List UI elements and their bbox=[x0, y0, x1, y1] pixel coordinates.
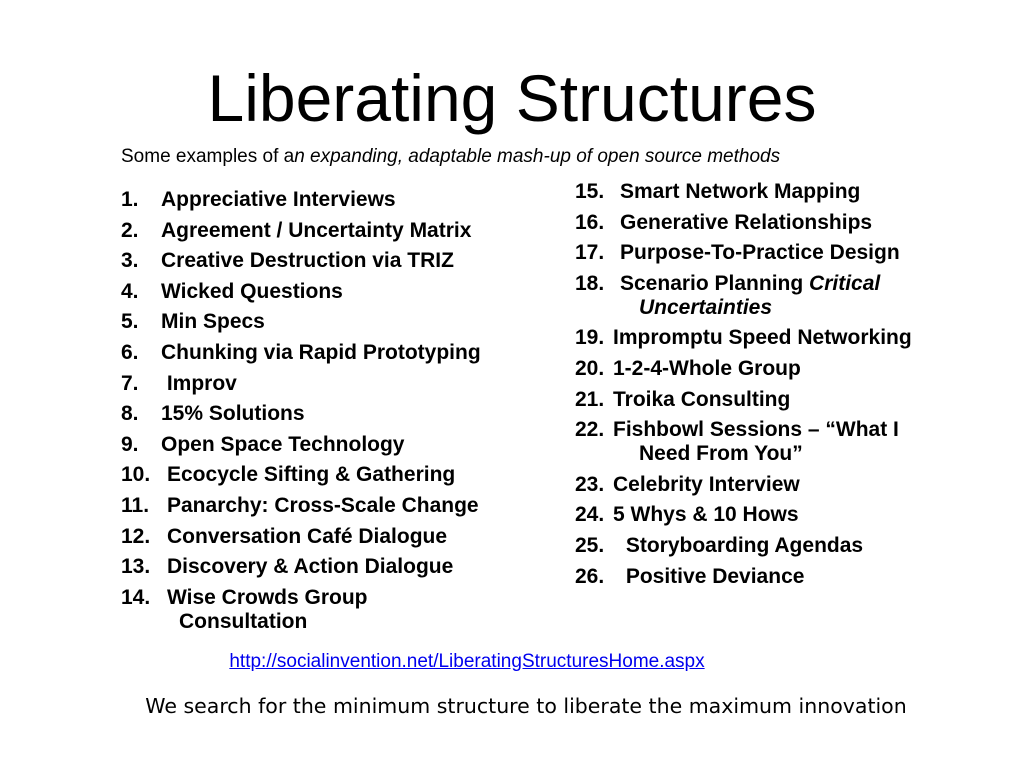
list-item-text bbox=[161, 280, 343, 304]
subtitle-italic-text: n expanding, adaptable mash-up of open source methods bbox=[294, 146, 781, 167]
list-item-label: Panarchy: Cross-Scale Change bbox=[167, 493, 479, 517]
list-item-label: 1-2-4-Whole Group bbox=[613, 356, 801, 380]
list-item-text bbox=[620, 211, 872, 235]
liberating-structures-link[interactable]: http://socialinvention.net/LiberatingStructuresHome.aspx bbox=[229, 651, 705, 672]
list-item-number: 15. bbox=[575, 180, 605, 203]
list-item-text bbox=[161, 402, 305, 426]
list-item-label: Min Specs bbox=[161, 310, 265, 334]
list-item-text bbox=[613, 326, 912, 350]
list-item-text bbox=[167, 525, 447, 549]
list-item-label: Troika Consulting bbox=[613, 387, 791, 411]
list-item-label: Impromptu Speed Networking bbox=[613, 326, 912, 350]
method-list-item bbox=[121, 463, 561, 487]
list-item-label: Celebrity Interview bbox=[613, 472, 800, 496]
list-item-number: 14. bbox=[121, 585, 151, 609]
subtitle-plain-text: Some examples of a bbox=[121, 146, 295, 167]
method-list-item bbox=[575, 272, 995, 320]
method-list-item bbox=[121, 310, 561, 334]
method-list-item bbox=[121, 280, 561, 304]
list-item-label: Wise Crowds Group bbox=[167, 585, 368, 609]
list-item-number: 8. bbox=[121, 402, 139, 426]
method-list-item bbox=[575, 211, 995, 235]
list-item-number: 7. bbox=[121, 371, 139, 395]
list-item-text bbox=[161, 188, 396, 212]
method-list-item bbox=[121, 249, 561, 273]
list-item-label: Generative Relationships bbox=[620, 210, 873, 234]
method-list-item bbox=[121, 372, 561, 396]
list-item-text bbox=[613, 418, 899, 442]
list-item-label: Ecocycle Sifting & Gathering bbox=[167, 463, 456, 487]
method-list-item bbox=[575, 503, 995, 527]
list-item-number: 6. bbox=[121, 340, 139, 364]
list-item-label: Agreement / Uncertainty Matrix bbox=[161, 218, 472, 242]
list-item-label: Creative Destruction via TRIZ bbox=[161, 249, 454, 273]
method-list-item bbox=[575, 473, 995, 497]
list-item-number: 10. bbox=[121, 463, 151, 487]
list-item-label: Open Space Technology bbox=[161, 432, 405, 456]
list-item-label: 15% Solutions bbox=[161, 402, 305, 426]
list-item-text bbox=[613, 388, 790, 412]
method-list-item bbox=[575, 180, 995, 204]
list-item-text bbox=[161, 310, 265, 334]
list-item-number: 25. bbox=[575, 533, 605, 557]
list-item-text bbox=[620, 272, 880, 296]
list-item-text bbox=[613, 503, 799, 527]
list-item-number: 21. bbox=[575, 387, 605, 411]
list-item-text bbox=[161, 219, 471, 243]
list-item-text bbox=[161, 433, 405, 457]
list-item-text bbox=[167, 494, 479, 518]
method-list-item bbox=[575, 357, 995, 381]
list-item-number: 20. bbox=[575, 356, 605, 380]
method-list-item bbox=[575, 241, 995, 265]
method-list-item bbox=[121, 586, 561, 634]
method-list-item bbox=[121, 433, 561, 457]
list-item-label: Fishbowl Sessions – “What I bbox=[613, 418, 899, 442]
list-item-text bbox=[167, 586, 368, 610]
list-item-label: Discovery & Action Dialogue bbox=[167, 555, 454, 579]
methods-list-right bbox=[575, 180, 995, 595]
method-list-item bbox=[121, 555, 561, 579]
list-item-text bbox=[620, 534, 863, 558]
list-item-number: 19. bbox=[575, 326, 605, 350]
list-item-label: Scenario Planning bbox=[620, 271, 810, 295]
method-list-item bbox=[575, 565, 995, 589]
list-item-italic-label: Critical bbox=[809, 271, 881, 295]
list-item-continuation: Consultation bbox=[179, 609, 308, 633]
list-item-text bbox=[161, 372, 237, 396]
list-item-number: 3. bbox=[121, 249, 139, 273]
list-item-number: 9. bbox=[121, 432, 139, 456]
list-item-label: Positive Deviance bbox=[620, 564, 805, 588]
list-item-label: Improv bbox=[161, 371, 237, 395]
list-item-number: 17. bbox=[575, 241, 605, 265]
list-item-label: Storyboarding Agendas bbox=[620, 533, 864, 557]
list-item-number: 22. bbox=[575, 418, 605, 442]
list-item-number: 1. bbox=[121, 188, 139, 211]
list-item-number: 11. bbox=[121, 493, 150, 517]
list-item-text bbox=[167, 463, 455, 487]
method-list-item bbox=[575, 326, 995, 350]
list-item-number: 2. bbox=[121, 218, 139, 242]
list-item-label: Wicked Questions bbox=[161, 279, 343, 303]
method-list-item bbox=[575, 534, 995, 558]
methods-list-left bbox=[121, 188, 561, 640]
list-item-text bbox=[613, 473, 800, 497]
list-item-number: 16. bbox=[575, 210, 605, 234]
list-item-text bbox=[167, 555, 453, 579]
list-item-number: 4. bbox=[121, 279, 139, 303]
list-item-text bbox=[620, 180, 860, 204]
list-item-number: 18. bbox=[575, 271, 605, 295]
list-item-number: 12. bbox=[121, 524, 151, 548]
list-item-label: Appreciative Interviews bbox=[161, 188, 396, 211]
method-list-item bbox=[575, 388, 995, 412]
list-item-number: 13. bbox=[121, 555, 151, 579]
list-item-label: Chunking via Rapid Prototyping bbox=[161, 340, 481, 364]
list-item-number: 5. bbox=[121, 310, 139, 334]
list-item-continuation: Need From You” bbox=[639, 442, 803, 466]
method-list-item bbox=[121, 341, 561, 365]
list-item-text bbox=[620, 241, 900, 265]
list-item-text bbox=[613, 357, 801, 381]
list-item-label: 5 Whys & 10 Hows bbox=[613, 503, 799, 527]
method-list-item bbox=[121, 219, 561, 243]
slide-title: Liberating Structures bbox=[207, 61, 817, 135]
list-item-number: 23. bbox=[575, 472, 605, 496]
list-item-label: Conversation Café Dialogue bbox=[167, 524, 448, 548]
list-item-label: Purpose-To-Practice Design bbox=[620, 241, 900, 265]
method-list-item bbox=[121, 525, 561, 549]
method-list-item bbox=[575, 418, 995, 466]
list-item-text bbox=[620, 565, 804, 589]
method-list-item bbox=[121, 188, 561, 212]
method-list-item bbox=[121, 494, 561, 518]
list-item-continuation: Uncertainties bbox=[639, 295, 773, 319]
list-item-label: Smart Network Mapping bbox=[620, 180, 861, 203]
list-item-text bbox=[161, 341, 481, 365]
list-item-text bbox=[161, 249, 454, 273]
list-item-number: 26. bbox=[575, 564, 605, 588]
footer-tagline: We search for the minimum structure to liberate the maximum innovation bbox=[145, 694, 907, 718]
list-item-number: 24. bbox=[575, 503, 605, 527]
method-list-item bbox=[121, 402, 561, 426]
slide-subtitle bbox=[121, 145, 780, 169]
